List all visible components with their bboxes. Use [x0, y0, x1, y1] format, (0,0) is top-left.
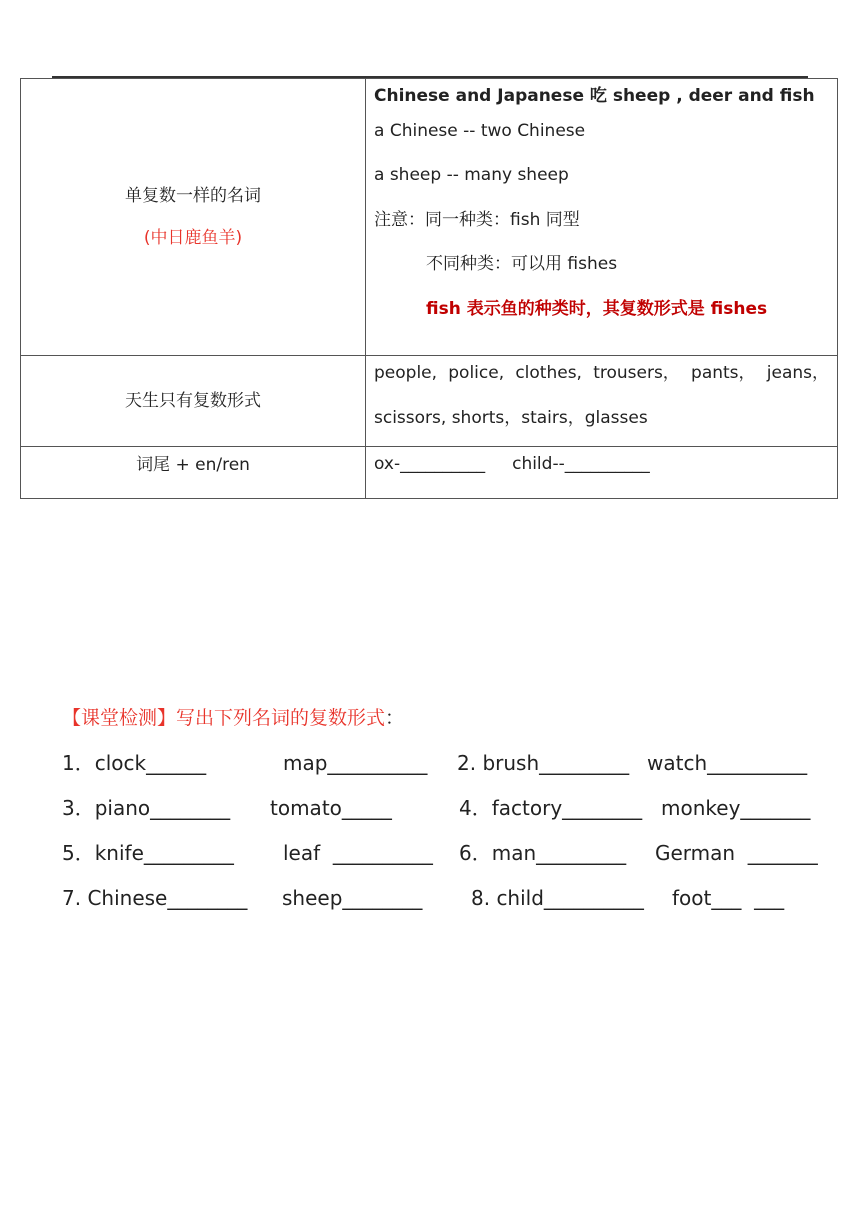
exercise-row	[62, 884, 822, 929]
table-row	[21, 447, 838, 499]
example-line: Chinese and Japanese 吃 sheep , deer and fish	[374, 86, 815, 106]
exercise-item: leaf __________	[283, 841, 433, 865]
word: jeans，	[766, 363, 829, 383]
table-row	[21, 356, 838, 447]
exercise-item: 2. brush_________	[457, 751, 630, 775]
category-cell	[21, 447, 366, 499]
exercise-item: 6．man_________	[459, 841, 627, 865]
exercise-row	[62, 794, 822, 839]
exercise-title-colon: ：	[385, 707, 405, 729]
exercise-row	[62, 749, 822, 794]
exercise-item: tomato_____	[270, 796, 405, 820]
word: pants，	[691, 363, 756, 383]
example-line: 不同种类：可以用 fishes	[426, 254, 618, 274]
example-line: 注意：同一种类：fish 同型	[374, 209, 580, 230]
word: police,	[448, 363, 505, 383]
grammar-table	[20, 78, 838, 499]
exercise-item: foot___ ___	[672, 886, 785, 910]
exercise-item: German _______	[655, 841, 818, 865]
exercise-item: 3．piano________	[62, 796, 231, 820]
exercise-item: 4．factory________	[459, 796, 643, 820]
category-note: (中日鹿鱼羊)	[143, 228, 243, 248]
exercise-title	[62, 704, 822, 732]
category-label: 天生只有复数形式	[125, 391, 261, 411]
category-label: 词尾 + en/ren	[136, 455, 250, 475]
category-cell	[21, 79, 366, 356]
word: clothes,	[515, 363, 582, 383]
example-cell	[366, 79, 838, 356]
example-line	[374, 356, 833, 390]
exercise-item: 5．knife_________	[62, 841, 234, 865]
word: people,	[374, 363, 438, 383]
highlight-line: fish 表示鱼的种类时，其复数形式是 fishes	[426, 298, 768, 319]
exercise-item: map__________	[283, 751, 428, 775]
table-row	[21, 79, 838, 356]
example-line: a sheep -- many sheep	[374, 165, 569, 185]
exercise-title-text: 【课堂检测】写出下列名词的复数形式	[62, 707, 386, 729]
word: trousers，	[593, 363, 680, 383]
exercise-item: monkey_______	[661, 796, 811, 820]
example-cell	[366, 447, 838, 499]
exercise-item: 1．clock______	[62, 751, 219, 775]
exercise-item: sheep________	[282, 886, 423, 910]
example-line: ox-__________ child--__________	[374, 454, 650, 474]
exercise-section	[62, 704, 822, 929]
category-label: 单复数一样的名词	[125, 186, 261, 206]
exercise-item: 8. child__________	[471, 886, 644, 910]
example-line: scissors, shorts，stairs，glasses	[374, 408, 648, 428]
exercise-item: 7. Chinese________	[62, 886, 248, 910]
exercise-row	[62, 839, 822, 884]
example-line: a Chinese -- two Chinese	[374, 121, 586, 141]
exercise-item: watch__________	[647, 751, 808, 775]
example-cell	[366, 356, 838, 447]
category-cell	[21, 356, 366, 447]
